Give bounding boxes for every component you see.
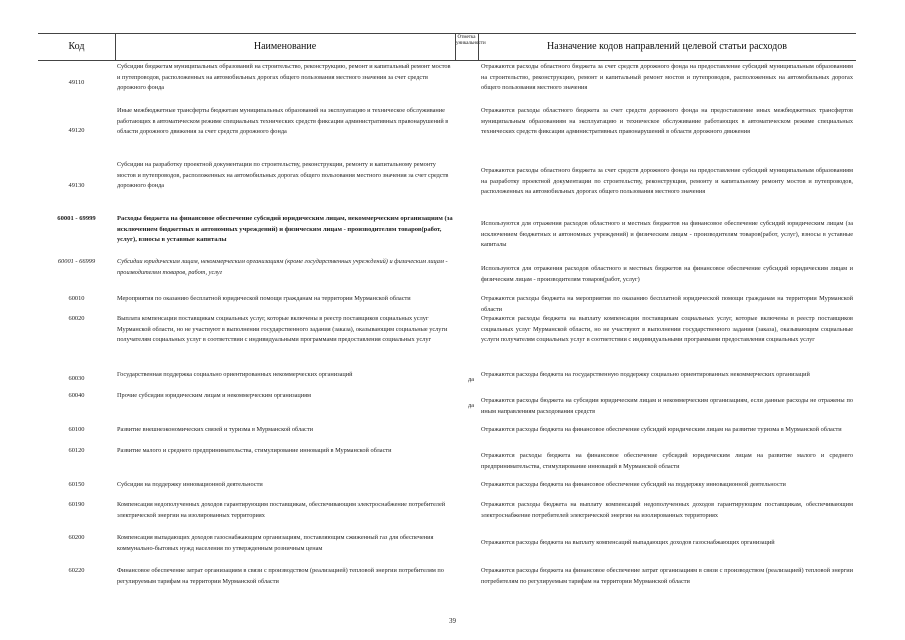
row-code: 60220	[68, 567, 85, 574]
row-description: Отражаются расходы областного бюджета за счет средств дорожного фонда на предоставление субсидий муниципальным образованиям на строительство, реконструкцию, ремонт и капитальный ремонт мостов и путепроводов, расположенных на автомобильных дорогах общего пользования местного значения	[481, 63, 853, 91]
row-code: 60120	[68, 447, 85, 454]
row-description: Отражаются расходы бюджета на финансовое обеспечение субсидий юридическим лицам на развитие малого и среднего предпринимательства, стимулирование инноваций в Мурманской области	[481, 452, 853, 470]
row-description: Отражаются расходы бюджета на мероприятия по оказанию бесплатной юридической помощи гражданам на территории Мурманской области	[481, 295, 853, 313]
row-name: Компенсация недополученных доходов гарантирующим поставщикам, обеспечивающим электроснабжение потребителей электрической энергии на изолированных территориях	[117, 501, 446, 519]
row-code: 60190	[68, 501, 85, 508]
row-description: Отражаются расходы бюджета на финансовое обеспечение затрат организациям в связи с производством (реализацией) тепловой энергии потребителям по регулируемым тарифам на территории Мурманской области	[481, 567, 853, 585]
header-code: Код	[68, 41, 85, 52]
uniqueness-mark: да	[468, 376, 474, 383]
row-name: Развитие внешнеэкономических связей и туризма в Мурманской области	[117, 426, 313, 433]
row-code: 60001 - 66999	[57, 258, 96, 265]
row-description: Отражаются расходы бюджета на выплату компенсаций выпадающих доходов газоснабжающих организаций	[481, 539, 775, 546]
row-name: Выплата компенсации поставщикам социальных услуг, которые включены в реестр поставщиков социальных услуг Мурманской области, но не участвуют в выполнении государственного задания (заказа), оказывающим социальные услуги получателям социальных услуг в соответствии с индивидуальными программами предоставления социальных услуг	[117, 315, 448, 343]
row-name: Расходы бюджета на финансовое обеспечение субсидий юридическим лицам, некоммерческим организациям (за исключением бюджетных и автономных учреждений) и физическим лицам - производителям товаров(работ, услуг), взносы в уставные капиталы	[117, 215, 453, 243]
header-description: Назначение кодов направлений целевой статьи расходов	[546, 41, 787, 52]
row-name: Субсидии на разработку проектной документации по строительству, реконструкции, ремонту и капитальному ремонту мостов и путепроводов, расположенных на автомобильных дорогах общего пользования местного значения за счет средств дорожного фонда	[117, 161, 449, 189]
row-name: Иные межбюджетные трансферты бюджетам муниципальных образований на эксплуатацию и техническое обслуживание работающих в автоматическом режиме специальных технических средств фиксации административных правонарушений в области дорожного движения за счет средств дорожного фонда	[117, 107, 449, 135]
row-name: Субсидия на поддержку инновационной деятельности	[117, 481, 263, 488]
row-description: Отражаются расходы областного бюджета за счет средств дорожного фонда на предоставление субсидий муниципальным образованиям на разработку проектной документации по строительству, реконструкции, ремонту и капитальному ремонту мостов и путепроводов, расположенных на автомобильных дорогах общего пользования местного значения	[481, 167, 853, 195]
row-description: Отражаются расходы бюджета на субсидии юридическим лицам и некоммерческим организациям, если данные расходы не отражены по иным направлениям расходования средств	[481, 397, 853, 415]
table-top-border	[38, 33, 856, 34]
row-description: Используются для отражения расходов областного и местных бюджетов на финансовое обеспечение субсидий юридическим лицам и физическим лицам - производителям товаров(работ, услуг)	[481, 265, 853, 283]
row-description: Используются для отражения расходов областного и местных бюджетов на финансовое обеспечение субсидий юридическим лицам (за исключением бюджетных и автономных учреждений) и физическим лицам - производителям товаров(работ, услуг), взносы в уставные капиталы	[481, 220, 853, 248]
header-mark: Отметка уникальности	[456, 35, 486, 46]
row-code: 60150	[68, 481, 85, 488]
row-code: 60010	[68, 295, 85, 302]
row-name: Компенсация выпадающих доходов газоснабжающим организациям, поставляющим сжиженный газ для обеспечения коммунально-бытовых нужд населения по утвержденным розничным ценам	[117, 534, 434, 552]
row-name: Развитие малого и среднего предпринимательства, стимулирование инноваций в Мурманской области	[117, 447, 392, 454]
row-name: Финансовое обеспечение затрат организациям в связи с производством (реализацией) тепловой энергии потребителям по регулируемым тарифам на территории Мурманской области	[117, 567, 444, 585]
row-name: Субсидии юридическим лицам, некоммерческим организациям (кроме государственных учреждений) и физическим лицам - производителям товаров, работ, услуг	[117, 258, 448, 276]
row-name: Субсидии бюджетам муниципальных образований на строительство, реконструкцию, ремонт и капитальный ремонт мостов и путепроводов, расположенных на автомобильных дорогах общего пользования местного значения за счет средств дорожного фонда	[117, 63, 451, 91]
row-code: 60100	[68, 426, 85, 433]
row-description: Отражаются расходы бюджета на выплату компенсации поставщикам социальных услуг, которые включены в реестр поставщиков социальных услуг Мурманской области, но не участвуют в выполнении государственного задания (заказа), оказывающим социальные услуги получателям социальных услуг в соответствии с индивидуальными программами предоставления социальных услуг	[481, 315, 853, 343]
row-name: Прочие субсидии юридическим лицам и некоммерческим организациям	[117, 392, 312, 399]
row-description: Отражаются расходы бюджета на выплату компенсаций недополученных доходов гарантирующим поставщикам, обеспечивающим электроснабжение потребителей электрической энергии на изолированных территориях	[481, 501, 853, 519]
uniqueness-mark: да	[468, 402, 474, 409]
row-code: 49130	[68, 182, 85, 189]
row-code: 60020	[68, 315, 85, 322]
row-code: 49110	[68, 79, 85, 86]
row-description: Отражаются расходы областного бюджета за счет средств дорожного фонда на предоставление иных межбюджетных трансфертов муниципальным образованиям на эксплуатацию и техническое обслуживание работающих в автоматическом режиме специальных технических средств фиксации административных правонарушений в области дорожного движения	[481, 107, 853, 135]
row-code: 60200	[68, 534, 85, 541]
column-divider-mark	[478, 33, 479, 60]
row-name: Мероприятия по оказанию бесплатной юридической помощи гражданам на территории Мурманской области	[117, 295, 411, 302]
row-description: Отражаются расходы бюджета на финансовое обеспечение субсидий на поддержку инновационной деятельности	[481, 481, 786, 488]
table-header-bottom-border	[38, 60, 856, 61]
header-name: Наименование	[253, 41, 317, 52]
row-description: Отражаются расходы бюджета на государственную поддержку социально ориентированных некоммерческих организаций	[481, 371, 810, 378]
row-code: 60001 - 69999	[57, 215, 96, 222]
row-code: 60040	[68, 392, 85, 399]
row-description: Отражаются расходы бюджета на финансовое обеспечение субсидий юридическим лицам на развитие туризма в Мурманской области	[481, 426, 842, 433]
row-name: Государственная поддержка социально ориентированных некоммерческих организаций	[117, 371, 353, 378]
row-code: 60030	[68, 375, 85, 382]
page-number: 39	[449, 617, 456, 625]
row-code: 49120	[68, 127, 85, 134]
column-divider-code	[115, 33, 116, 60]
